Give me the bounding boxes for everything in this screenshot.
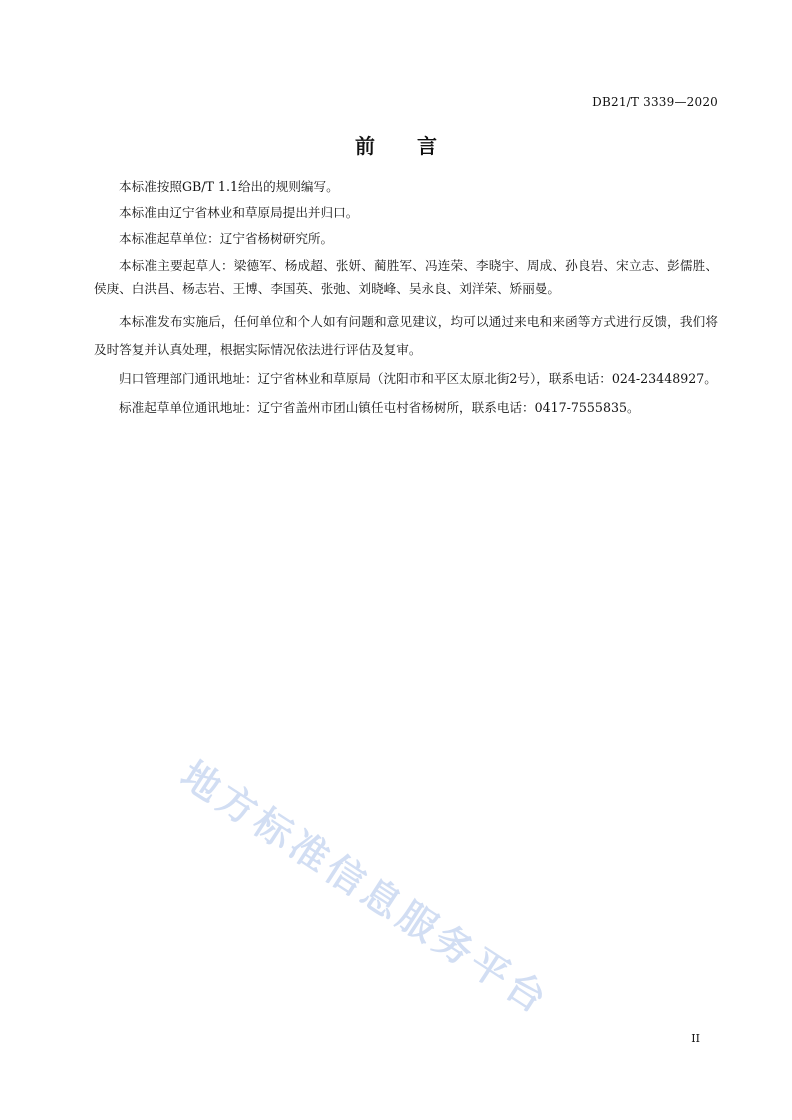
page-number: II [691,1032,700,1045]
watermark-text: 地方标准信息服务平台 [173,752,558,1024]
document-code: DB21/T 3339—2020 [592,95,718,109]
paragraph-drafting-rules: 本标准按照GB/T 1.1给出的规则编写。 [119,179,339,194]
paragraph-drafting-unit: 本标准起草单位：辽宁省杨树研究所。 [119,231,334,246]
paragraph-proposer: 本标准由辽宁省林业和草原局提出并归口。 [119,205,359,220]
paragraph-feedback: 本标准发布实施后，任何单位和个人如有问题和意见建议，均可以通过来电和来函等方式进行反馈，我们将及时答复并认真处理，根据实际情况依法进行评估及复审。 [94,314,718,357]
paragraph-authority-address: 归口管理部门通讯地址：辽宁省林业和草原局（沈阳市和平区太原北街2号），联系电话：024-23448927。 [119,371,717,386]
paragraph-drafter-address: 标准起草单位通讯地址：辽宁省盖州市团山镇任屯村省杨树所，联系电话：0417-7555835。 [119,400,640,415]
document-body [94,176,718,423]
paragraph-drafters: 本标准主要起草人：梁德军、杨成超、张妍、蔺胜军、冯连荣、李晓宇、周成、孙良岩、宋立志、彭儒胜、侯庚、白洪昌、杨志岩、王博、李国英、张弛、刘晓峰、吴永良、刘洋荣、矫丽曼。 [94,258,718,296]
page-title: 前言 [355,134,479,158]
